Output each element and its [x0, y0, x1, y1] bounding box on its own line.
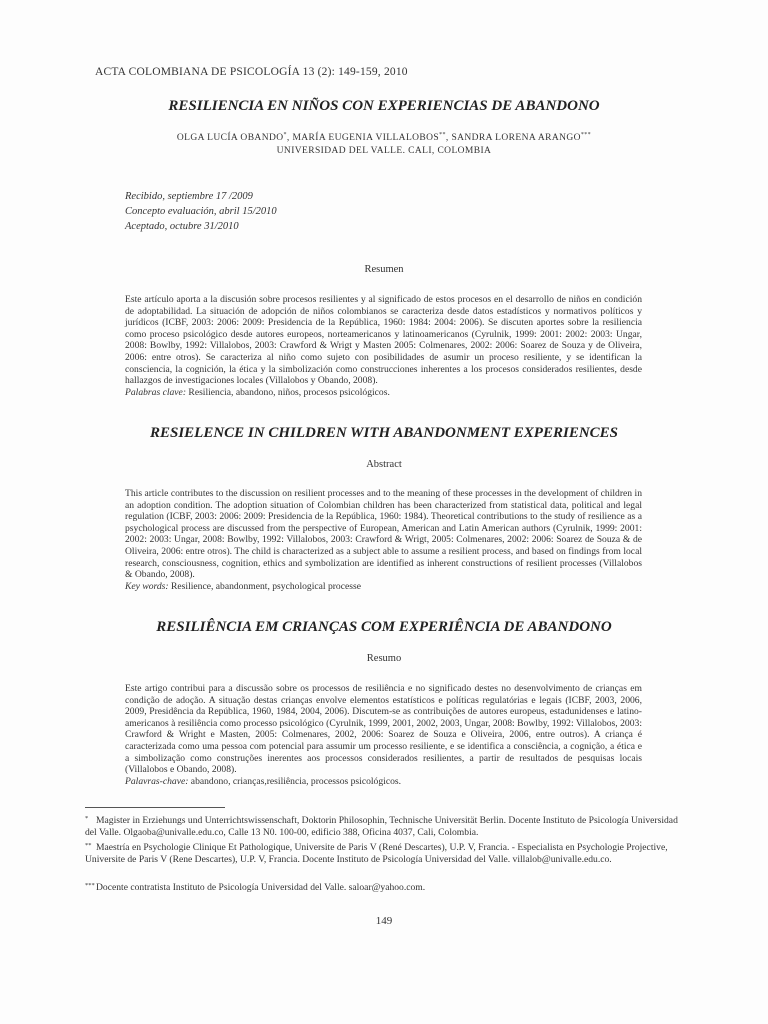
abstract-text: This article contributes to the discussion on resilient processes and to the meaning of these processes in the development of children in an adoption condition. The adoption situation of Colombian children has been characterized from statistical data, political and legal regulation (ICBF, 2003: 2006: 2009: Presidencia de la República, 1960: 1984). Theoretical contributions to the study of resilience as a psychological process are discussed from the perspective of European, American and Latin American authors (Cyrulnik, 1999: 2001: 2002: 2003: Ungar, 2008: Bowlby, 1992: Villalobos, 2003: Crawford & Wrigt, 2005: Colmenares, 2002: 2006: Soarez de Souza & de Oliveira, 2006: entre otros). The child is characterized as a subject able to assume a resilient process, and based on findings from local research, consciousness, cognition, ethics and symbolization are identified as inherent constructions of resilient processes (Villalobos & Obando, 2008). — [125, 488, 642, 581]
keywords-label: Key words: — [125, 580, 169, 592]
resumen-keywords — [125, 387, 642, 399]
title-portuguese: RESILIÊNCIA EM CRIANÇAS COM EXPERIÊNCIA DE ABANDONO — [156, 619, 612, 635]
date-received: Recibido, septiembre 17 /2009 — [125, 191, 253, 202]
footnote-3 — [85, 882, 685, 894]
keywords-label: Palavras-chave: — [125, 775, 189, 787]
abstract-keywords — [125, 581, 642, 593]
submission-dates — [125, 189, 277, 234]
author-1: OLGA LUCÍA OBANDO — [176, 133, 284, 144]
title-english: RESIELENCE IN CHILDREN WITH ABANDONMENT EXPERIENCES — [149, 425, 619, 441]
abstract-heading: Abstract — [366, 459, 402, 470]
footnote-text: Maestría en Psychologie Clinique Et Pathologique, Universite de Paris V (René Descartes), U.P. V, Francia. - Especialista en Psychologie Projective, Universite de Paris V (Rene Descartes), U.P. V, Francia. Docente Instituto de Psicología Universidad del Valle. villalob@univalle.edu.co. — [85, 842, 668, 865]
author-2: , MARÍA EUGENIA VILLALOBOS — [286, 133, 440, 144]
author-3: , SANDRA LORENA ARANGO — [445, 133, 581, 144]
footnote-mark: * — [85, 815, 89, 822]
resumen-heading: Resumen — [364, 264, 404, 275]
resumen-text: Este artículo aporta a la discusión sobre procesos resilientes y al significado de estos procesos en el desarrollo de niños en condición de adoptabilidad. La situación de adopción de niños colombianos se caracteriza desde datos estadísticos y normativos políticos y jurídicos (ICBF, 2003: 2006: 2009: Presidencia de la República, 1960: 1984: 2004: 2006). Se discuten aportes sobre la resiliencia como proceso psicológico desde autores europeos, norteamericanos y latinoamericanos (Cyrulnik, 1999: 2001: 2002: 2003: Ungar, 2008: Bowlby, 1992: Villalobos, 2003: Crawford & Wrigt y Masten 2005: Colmenares, 2002: 2006: Soarez de Souza y de Oliveira, 2006: entre otros). Se caracteriza al niño como sujeto con posibilidades de asumir un proceso resiliente, y se identifican la consciencia, la cognición, la ética y la simbolización como construcciones inherentes a los procesos considerados resilientes, desde hallazgos de investigaciones locales (Villalobos y Obando, 2008). — [125, 294, 642, 387]
resumo-section — [125, 683, 642, 787]
title-spanish: RESILIENCIA EN NIÑOS CON EXPERIENCIAS DE ABANDONO — [168, 98, 600, 114]
footnote-1 — [85, 815, 685, 838]
affiliation: UNIVERSIDAD DEL VALLE. CALI, COLOMBIA — [276, 146, 492, 157]
date-accepted: Aceptado, octubre 31/2010 — [125, 221, 239, 232]
footnote-text: Magister in Erziehungs und Unterrichtswissenschaft, Doktorin Philosophin, Technische Universität Berlin. Docente Instituto de Psicología Universidad del Valle. Olgaoba@univalle.edu.co, Calle 13 N0. 100-00, edificio 388, Oficina 4037, Cali, Colombia. — [85, 815, 678, 838]
keywords-text: Resilience, abandonment, psychological processe — [168, 580, 361, 592]
footnote-mark: ** — [85, 842, 92, 849]
author-3-mark: *** — [580, 132, 592, 138]
author-1-mark: * — [283, 132, 287, 138]
resumo-heading: Resumo — [366, 653, 402, 664]
footnote-text: Docente contratista Instituto de Psicología Universidad del Valle. saloar@yahoo.com. — [96, 882, 426, 893]
journal-citation: ACTA COLOMBIANA DE PSICOLOGÍA 13 (2): 149-159, 2010 — [95, 66, 408, 78]
footnote-mark: *** — [85, 882, 95, 889]
resumo-keywords — [125, 776, 642, 788]
footnote-2 — [85, 842, 685, 865]
footnote-divider — [85, 807, 225, 808]
resumen-section — [125, 294, 642, 398]
author-names — [0, 129, 768, 145]
page-number: 149 — [375, 915, 393, 927]
date-evaluation: Concepto evaluación, abril 15/2010 — [125, 206, 277, 217]
abstract-section — [125, 488, 642, 592]
keywords-label: Palabras clave: — [125, 386, 187, 398]
resumo-text: Este artigo contribui para a discussão sobre os processos de resiliência e no significado destes no desenvolvimento de crianças em condição de adoção. A situação destas crianças envolve elementos estatísticos e políticas regulatórias e legais (ICBF, 2003, 2006, 2009, Presidência da República, 1960, 1984, 2004, 2006). Discutem-se as contribuições de autores europeus, estadunidenses e latino-americanos à resiliência como processo psicológico (Cyrulnik, 1999, 2001, 2002, 2003, Ungar, 2008: Bowlby, 1992: Villalobos, 2003: Crawford & Wright e Masten, 2005: Colmenares, 2002, 2006: Soarez de Souza e Oliveira, 2006, entre outros). A criança é caracterizada como uma pessoa com potencial para assumir um processo resiliente, e se identifica a consciência, a cognição, a ética e a simbolização como construções inerentes aos processos considerados resilientes, a partir de resultados de pesquisas locais (Villalobos e Obando, 2008). — [125, 683, 642, 776]
keywords-text: abandono, crianças,resiliência, processos psicológicos. — [188, 775, 402, 787]
author-2-mark: ** — [439, 132, 446, 138]
author-list — [0, 129, 768, 158]
keywords-text: Resiliencia, abandono, niños, procesos psicológicos. — [186, 386, 390, 398]
